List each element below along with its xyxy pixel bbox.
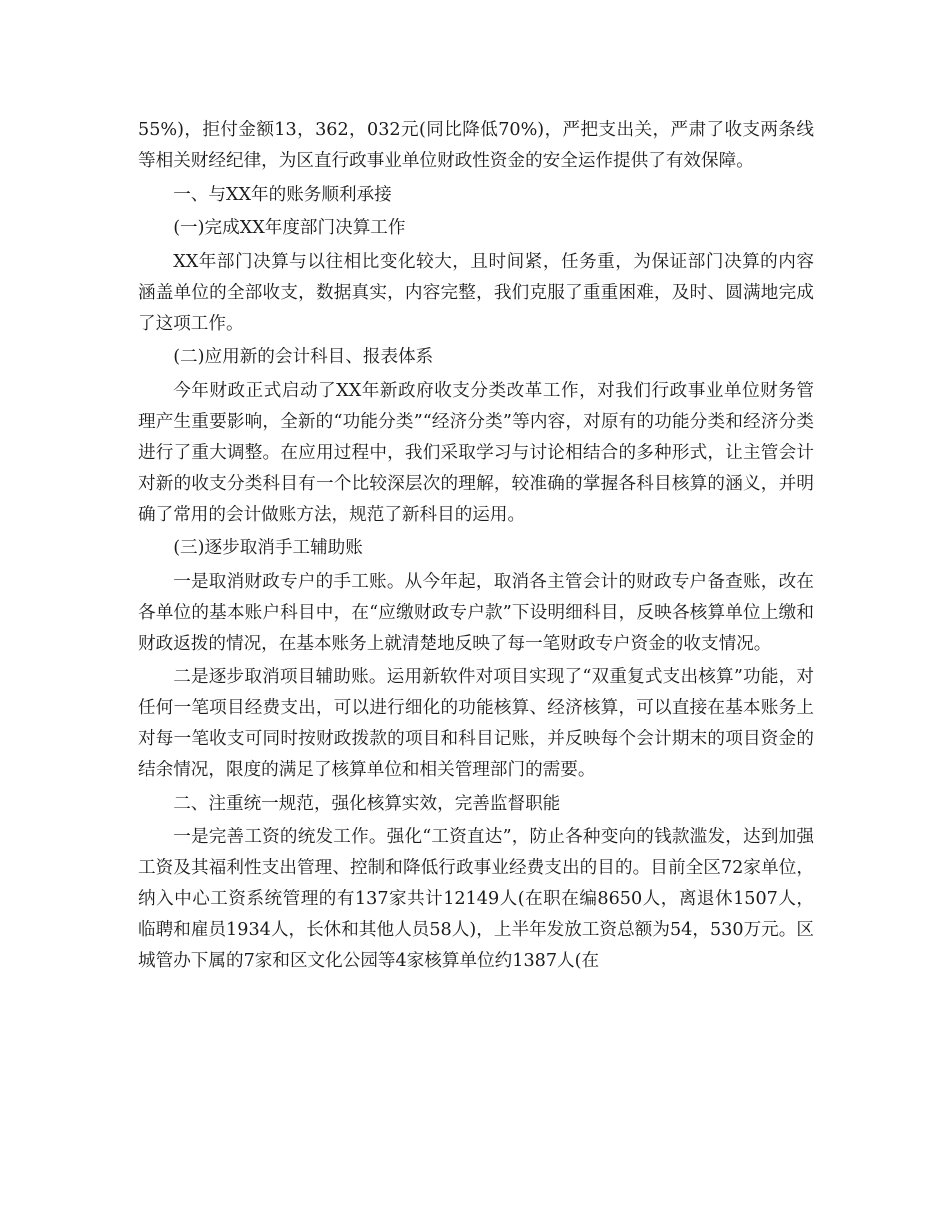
- subsection-heading: (二)应用新的会计科目、报表体系: [173, 347, 434, 367]
- body-paragraph: 55%)，拒付金额13，362，032元(同比降低70%)，严把支出关，严肃了收支两条线等相关财经纪律，为区直行政事业单位财政性资金的安全运作提供了有效保障。: [138, 120, 814, 171]
- section-heading: 二、注重统一规范，强化核算实效，完善监督职能: [173, 793, 561, 814]
- subsection-heading: (一)完成XX年度部门决算工作: [173, 218, 406, 238]
- body-paragraph: 二是逐步取消项目辅助账。运用新软件对项目实现了“双重复式支出核算”功能，对任何一笔项目经费支出，可以进行细化的功能核算、经济核算，可以直接在基本账务上对每一笔收支可同时按财政拨款的项目和科目记账，并反映每个会计期末的项目资金的结余情况，限度的满足了核算单位和相关管理部门的需要。: [138, 667, 814, 780]
- body-paragraph: 一是完善工资的统发工作。强化“工资直达”，防止各种变向的钱款滥发，达到加强工资及其福利性支出管理、控制和降低行政事业经费支出的目的。目前全区72家单位，纳入中心工资系统管理的有137家共计12149人(在职在编8650人，离退休1507人，临聘和雇员1934人，长休和其他人员58人)，上半年发放工资总额为54，530万元。区城管办下属的7家和区文化公园等4家核算单位约1387人(在: [138, 827, 814, 971]
- section-heading: 一、与XX年的账务顺利承接: [173, 184, 392, 205]
- body-paragraph: 一是取消财政专户的手工账。从今年起，取消各主管会计的财政专户备查账，改在各单位的基本账户科目中，在“应缴财政专户款”下设明细科目，反映各核算单位上缴和财政返拨的情况，在基本账务上就清楚地反映了每一笔财政专户资金的收支情况。: [138, 571, 814, 654]
- document-body: [138, 115, 814, 980]
- body-paragraph: XX年部门决算与以往相比变化较大，且时间紧，任务重，为保证部门决算的内容涵盖单位的全部收支，数据真实，内容完整，我们克服了重重困难，及时、圆满地完成了这项工作。: [138, 251, 814, 334]
- body-paragraph: 今年财政正式启动了XX年新政府收支分类改革工作，对我们行政事业单位财务管理产生重要影响，全新的“功能分类”“经济分类”等内容，对原有的功能分类和经济分类进行了重大调整。在应用过程中，我们采取学习与讨论相结合的多种形式，让主管会计对新的收支分类科目有一个比较深层次的理解，较准确的掌握各科目核算的涵义，并明确了常用的会计做账方法，规范了新科目的运用。: [138, 380, 814, 525]
- subsection-heading: (三)逐步取消手工辅助账: [173, 538, 363, 558]
